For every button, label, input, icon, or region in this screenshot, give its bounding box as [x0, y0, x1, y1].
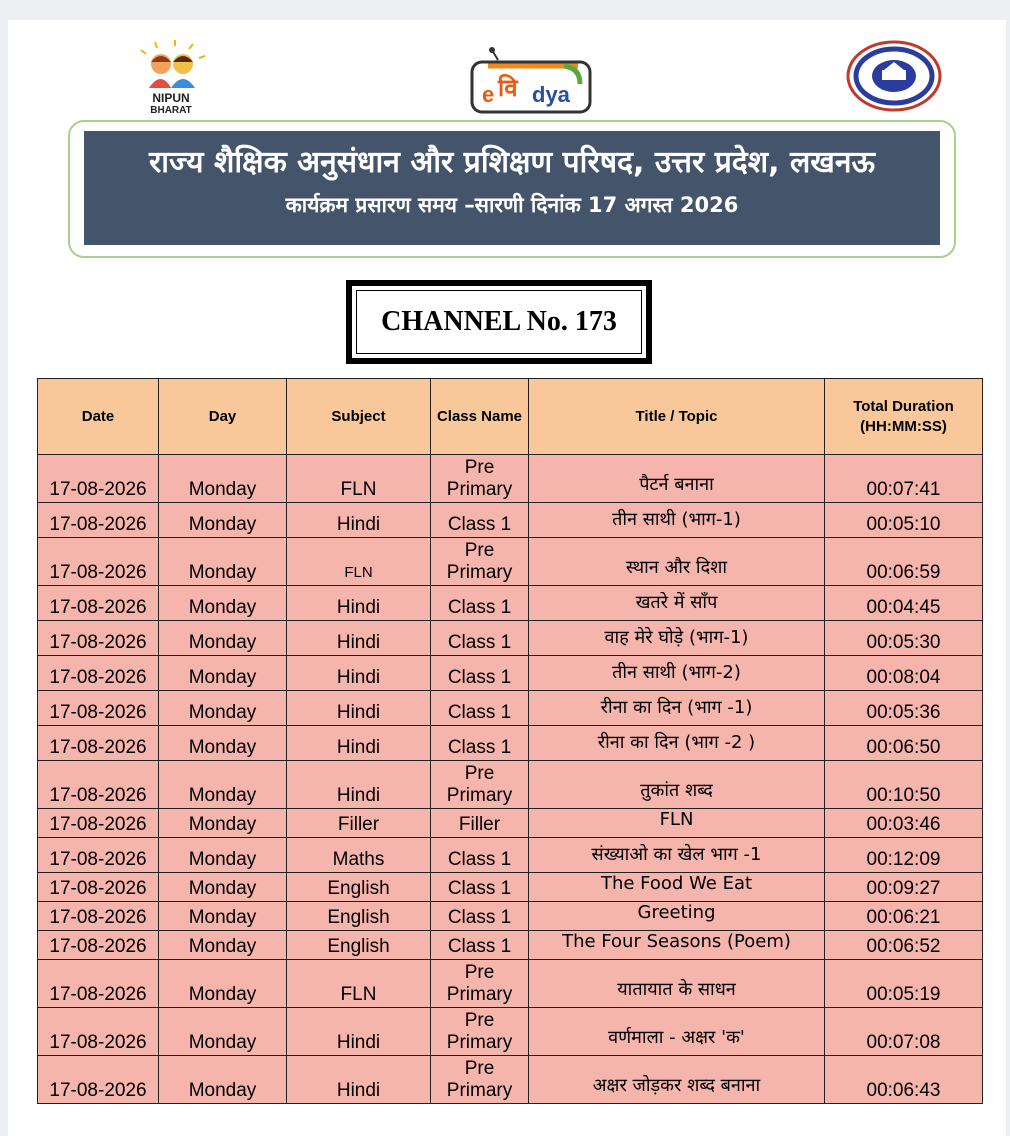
- class-name-line-1: Class 1: [447, 737, 512, 758]
- cell-day: Monday: [159, 621, 287, 656]
- cell-date: 17-08-2026: [38, 538, 159, 586]
- cell-duration: 00:05:19: [825, 960, 983, 1008]
- channel-box: [346, 280, 652, 364]
- class-name-line-1: Class 1: [447, 667, 512, 688]
- cell-date: 17-08-2026: [38, 503, 159, 538]
- class-name-line-2: Primary: [446, 785, 513, 806]
- table-row: [38, 873, 983, 902]
- cell-day: Monday: [159, 1056, 287, 1104]
- cell-duration: 00:08:04: [825, 656, 983, 691]
- cell-day: Monday: [159, 902, 287, 931]
- cell-class-name: [431, 1056, 529, 1104]
- schedule-document: [8, 20, 1006, 1136]
- cell-subject: Hindi: [287, 1008, 431, 1056]
- table-row: [38, 902, 983, 931]
- cell-class-name: [431, 455, 529, 503]
- cell-date: 17-08-2026: [38, 809, 159, 838]
- cell-duration: 00:07:41: [825, 455, 983, 503]
- class-name-line-1: Class 1: [447, 597, 512, 618]
- cell-title-topic: खतरे में साँप: [529, 586, 825, 621]
- class-name-line-2: Primary: [446, 1032, 513, 1053]
- cell-day: Monday: [159, 761, 287, 809]
- table-row: [38, 503, 983, 538]
- table-row: [38, 621, 983, 656]
- class-name-line-1: Class 1: [447, 849, 512, 870]
- table-row: [38, 838, 983, 873]
- cell-subject: English: [287, 873, 431, 902]
- cell-day: Monday: [159, 931, 287, 960]
- cell-day: Monday: [159, 455, 287, 503]
- header-date: Date: [38, 379, 159, 455]
- scert-seal-logo: [846, 40, 942, 112]
- cell-subject: Hindi: [287, 691, 431, 726]
- cell-title-topic: वर्णमाला - अक्षर 'क': [529, 1008, 825, 1056]
- cell-title-topic: वाह मेरे घोड़े (भाग-1): [529, 621, 825, 656]
- evidya-logo-dya: dya: [532, 82, 570, 107]
- cell-date: 17-08-2026: [38, 838, 159, 873]
- class-name-line-2: Primary: [446, 984, 513, 1005]
- cell-date: 17-08-2026: [38, 691, 159, 726]
- cell-duration: 00:06:21: [825, 902, 983, 931]
- class-name-line-2: Primary: [446, 479, 513, 500]
- cell-date: 17-08-2026: [38, 761, 159, 809]
- cell-duration: 00:05:36: [825, 691, 983, 726]
- cell-day: Monday: [159, 503, 287, 538]
- class-name-line-1: Pre: [464, 457, 495, 478]
- evidya-logo: [468, 44, 594, 116]
- cell-day: Monday: [159, 873, 287, 902]
- cell-day: Monday: [159, 1008, 287, 1056]
- class-name-line-1: Class 1: [447, 878, 512, 899]
- header-class-name: Class Name: [431, 379, 529, 455]
- cell-title-topic: स्थान और दिशा: [529, 538, 825, 586]
- cell-class-name: [431, 838, 529, 873]
- class-name-line-1: Pre: [464, 1010, 495, 1031]
- cell-title-topic: संख्याओ का खेल भाग -1: [529, 838, 825, 873]
- cell-subject: FLN: [287, 960, 431, 1008]
- cell-day: Monday: [159, 586, 287, 621]
- cell-duration: 00:06:52: [825, 931, 983, 960]
- header-banner: [84, 131, 940, 245]
- cell-duration: 00:06:50: [825, 726, 983, 761]
- cell-duration: 00:06:59: [825, 538, 983, 586]
- cell-title-topic: रीना का दिन (भाग -2 ): [529, 726, 825, 761]
- table-row: [38, 691, 983, 726]
- header-subject: Subject: [287, 379, 431, 455]
- cell-class-name: [431, 1008, 529, 1056]
- cell-class-name: [431, 873, 529, 902]
- cell-class-name: [431, 726, 529, 761]
- cell-date: 17-08-2026: [38, 902, 159, 931]
- table-row: [38, 656, 983, 691]
- header-total-duration: Total Duration (HH:MM:SS): [825, 379, 983, 455]
- table-row: [38, 761, 983, 809]
- cell-subject: Maths: [287, 838, 431, 873]
- cell-title-topic: Greeting: [529, 902, 825, 931]
- cell-title-topic: तीन साथी (भाग-1): [529, 503, 825, 538]
- cell-title-topic: रीना का दिन (भाग -1): [529, 691, 825, 726]
- class-name-line-1: Class 1: [447, 907, 512, 928]
- cell-class-name: [431, 902, 529, 931]
- cell-title-topic: The Food We Eat: [529, 873, 825, 902]
- cell-duration: 00:06:43: [825, 1056, 983, 1104]
- class-name-line-2: Primary: [446, 562, 513, 583]
- header-title-topic: Title / Topic: [529, 379, 825, 455]
- cell-title-topic: अक्षर जोड़कर शब्द बनाना: [529, 1056, 825, 1104]
- cell-date: 17-08-2026: [38, 931, 159, 960]
- cell-subject: English: [287, 931, 431, 960]
- cell-day: Monday: [159, 726, 287, 761]
- cell-subject: Hindi: [287, 503, 431, 538]
- cell-date: 17-08-2026: [38, 586, 159, 621]
- class-name-line-1: Filler: [458, 814, 501, 835]
- header-title: राज्य शैक्षिक अनुसंधान और प्रशिक्षण परिषद, उत्तर प्रदेश, लखनऊ: [148, 145, 876, 180]
- cell-day: Monday: [159, 538, 287, 586]
- cell-date: 17-08-2026: [38, 656, 159, 691]
- table-row: [38, 455, 983, 503]
- class-name-line-1: Class 1: [447, 514, 512, 535]
- cell-class-name: [431, 960, 529, 1008]
- table-row: [38, 586, 983, 621]
- table-row: [38, 809, 983, 838]
- cell-day: Monday: [159, 809, 287, 838]
- table-row: [38, 726, 983, 761]
- cell-title-topic: तीन साथी (भाग-2): [529, 656, 825, 691]
- cell-subject: FLN: [287, 455, 431, 503]
- cell-subject: FLN: [287, 538, 431, 586]
- nipun-logo-text-1: NIPUN: [152, 91, 190, 105]
- cell-duration: 00:09:27: [825, 873, 983, 902]
- cell-subject: Filler: [287, 809, 431, 838]
- cell-title-topic: यातायात के साधन: [529, 960, 825, 1008]
- cell-subject: English: [287, 902, 431, 931]
- table-row: [38, 931, 983, 960]
- class-name-line-1: Pre: [464, 540, 495, 561]
- cell-class-name: [431, 656, 529, 691]
- class-name-line-1: Pre: [464, 763, 495, 784]
- cell-class-name: [431, 931, 529, 960]
- cell-date: 17-08-2026: [38, 873, 159, 902]
- class-name-line-1: Class 1: [447, 702, 512, 723]
- cell-duration: 00:05:10: [825, 503, 983, 538]
- table-row: [38, 1008, 983, 1056]
- cell-day: Monday: [159, 960, 287, 1008]
- cell-date: 17-08-2026: [38, 455, 159, 503]
- cell-duration: 00:10:50: [825, 761, 983, 809]
- cell-subject: Hindi: [287, 726, 431, 761]
- schedule-table: [37, 378, 983, 1104]
- cell-class-name: [431, 538, 529, 586]
- cell-title-topic: तुकांत शब्द: [529, 761, 825, 809]
- nipun-bharat-logo: [125, 38, 217, 118]
- channel-label: CHANNEL No. 173: [356, 290, 642, 354]
- cell-duration: 00:03:46: [825, 809, 983, 838]
- table-row: [38, 1056, 983, 1104]
- nipun-logo-text-2: BHARAT: [150, 105, 192, 116]
- cell-subject: Hindi: [287, 1056, 431, 1104]
- class-name-line-1: Class 1: [447, 936, 512, 957]
- class-name-line-1: Pre: [464, 962, 495, 983]
- table-row: [38, 538, 983, 586]
- cell-day: Monday: [159, 691, 287, 726]
- cell-title-topic: The Four Seasons (Poem): [529, 931, 825, 960]
- cell-date: 17-08-2026: [38, 960, 159, 1008]
- cell-subject: Hindi: [287, 621, 431, 656]
- cell-date: 17-08-2026: [38, 621, 159, 656]
- cell-title-topic: FLN: [529, 809, 825, 838]
- cell-class-name: [431, 621, 529, 656]
- cell-date: 17-08-2026: [38, 1056, 159, 1104]
- cell-day: Monday: [159, 838, 287, 873]
- cell-duration: 00:04:45: [825, 586, 983, 621]
- cell-duration: 00:12:09: [825, 838, 983, 873]
- cell-duration: 00:05:30: [825, 621, 983, 656]
- header-day: Day: [159, 379, 287, 455]
- cell-class-name: [431, 586, 529, 621]
- table-header-row: [38, 379, 983, 455]
- evidya-logo-vi: वि: [498, 74, 518, 102]
- header-subtitle: कार्यक्रम प्रसारण समय –सारणी दिनांक 17 अगस्त 2026: [285, 193, 739, 217]
- cell-date: 17-08-2026: [38, 726, 159, 761]
- class-name-line-2: Primary: [446, 1080, 513, 1101]
- cell-class-name: [431, 691, 529, 726]
- evidya-logo-e: e: [482, 82, 495, 107]
- table-row: [38, 960, 983, 1008]
- class-name-line-1: Pre: [464, 1058, 495, 1079]
- cell-subject: Hindi: [287, 761, 431, 809]
- cell-class-name: [431, 809, 529, 838]
- cell-subject: Hindi: [287, 656, 431, 691]
- cell-title-topic: पैटर्न बनाना: [529, 455, 825, 503]
- cell-date: 17-08-2026: [38, 1008, 159, 1056]
- cell-class-name: [431, 503, 529, 538]
- class-name-line-1: Class 1: [447, 632, 512, 653]
- cell-duration: 00:07:08: [825, 1008, 983, 1056]
- cell-day: Monday: [159, 656, 287, 691]
- cell-class-name: [431, 761, 529, 809]
- cell-subject: Hindi: [287, 586, 431, 621]
